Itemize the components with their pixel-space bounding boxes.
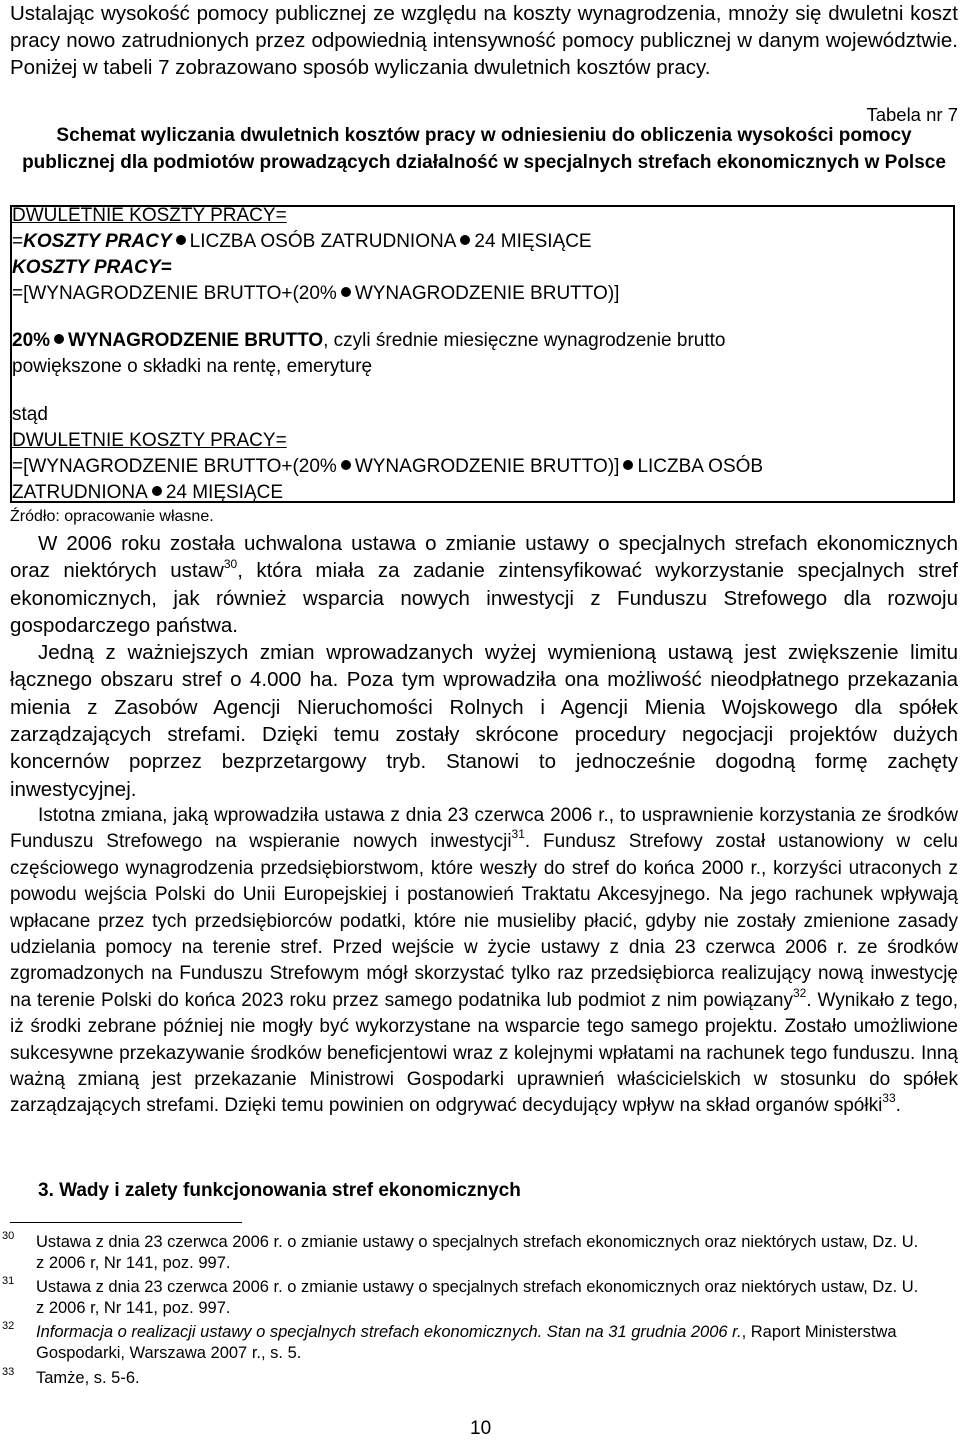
- table-title: Schemat wyliczania dwuletnich kosztów pracy w odniesieniu do obliczenia wysokości pomocy publicznej dla podmiotów prowadzących działalność w specjalnych strefach ekonomicznych w Polsce: [22, 125, 946, 173]
- formula-line-1: DWULETNIE KOSZTY PRACY=: [12, 205, 287, 226]
- bullet-icon: [341, 460, 351, 470]
- footnote-ref[interactable]: 32: [792, 985, 807, 1000]
- bullet-icon: [623, 460, 633, 470]
- footnote-30: 30 Ustawa z dnia 23 czerwca 2006 r. o zmianie ustawy o specjalnych strefach ekonomicznych oraz niektórych ustaw, Dz. U. z 2006 r, Nr 141, poz. 997.: [2, 1230, 919, 1272]
- table-number: Tabela nr 7: [866, 104, 958, 125]
- paragraph-3: Istotna zmiana, jaką wprowadziła ustawa z dnia 23 czerwca 2006 r., to usprawnienie korzystania ze środków Funduszu Strefowego na wspieranie nowych inwestycji$^{31}$. Fundusz Strefowy został ustanowiony w celu częściowego wynagrodzenia przedsiębiorstwom, które weszły do stref do końca 2000 r., korzyści utraconych z powodu wejścia Polski do Unii Europejskiej i postanowień Traktatu Akcesyjnego. Na jego rachunek wpływają wpłacane przez tych przedsiębiorców podatki, które nie musieliby płacić, gdyby nie zostały zmienione zasady udzielania pomocy na terenie stref. Przed wejście w życie ustawy z dnia 23 czerwca 2006 r. ze środków zgromadzonych na Funduszu Strefowym mógł skorzystać tylko raz przedsiębiorca realizujący nową inwestycję na terenie Polski do końca 2023 roku przez samego podatnika lub podmiot z nim powiązany$^{32}$. Wynikało z tego, iż środki zebrane później nie mogły być wykorzystane na wsparcie tego samego projektu. Zostało umożliwione sukcesywne przekazywanie środków beneficjentowi wraz z kolejnymi wpłatami na rachunek tego funduszu. Inną ważną zmianą jest przekazanie Ministrowi Gospodarki uprawnień właścicielskich w stosunku do spółek zarządzających strefami. Dzięki temu powinien on odgrywać decydujący wpływ na skład organów spółki$^{33}$.: [10, 804, 958, 1117]
- bullet-icon: [460, 235, 470, 245]
- paragraph-2: Jedną z ważniejszych zmian wprowadzanych wyżej wymienioną ustawą jest zwiększenie limitu łącznego obszaru stref o 4.000 ha. Poza tym wprowadziła ona możliwość nieodpłatnego przekazania mienia z Zasobów Agencji Nieruchomości Rolnych i Agencji Mienia Wojskowego dla spółek zarządzających strefami. Dzięki temu zostały skrócone procedury negocjacji projektów dużych koncernów poprzez bezprzetargowy tryb. Stanowi to jednocześnie dogodną formę zachęty inwestycyjnej.: [10, 641, 958, 801]
- bullet-icon: [54, 334, 64, 344]
- formula-line-4: =[WYNAGRODZENIE BRUTTO+(20% WYNAGRODZENIE BRUTTO)]: [12, 283, 620, 304]
- bullet-icon: [341, 287, 351, 297]
- paragraph-1: W 2006 roku została uchwalona ustawa o zmianie ustawy o specjalnych strefach ekonomicznych oraz niektórych ustaw$^{30}$, która miała za zadanie zintensyfikować wykorzystanie specjalnych stref ekonomicznych, jak również wsparcia nowych inwestycji z Funduszu Strefowego dla rozwoju gospodarczego państwa.: [10, 532, 958, 637]
- bullet-icon: [152, 486, 162, 496]
- footnote-ref[interactable]: 33: [882, 1091, 896, 1106]
- footnote-separator: [10, 1222, 242, 1223]
- formula-line-2: =KOSZTY PRACY LICZBA OSÓB ZATRUDNIONA 24 MIĘSIĄCE: [12, 231, 592, 252]
- formula-line-10: ZATRUDNIONA 24 MIĘSIĄCE: [12, 482, 284, 503]
- formula-line-7: stąd: [12, 404, 48, 425]
- formula-line-8: DWULETNIE KOSZTY PRACY=: [12, 430, 287, 451]
- formula-line-9: =[WYNAGRODZENIE BRUTTO+(20% WYNAGRODZENIE BRUTTO)] LICZBA OSÓB: [12, 456, 764, 477]
- section-heading: 3. Wady i zalety funkcjonowania stref ekonomicznych: [38, 1180, 521, 1201]
- footnote-ref[interactable]: 30: [223, 557, 238, 572]
- formula-line-6: powiększone o składki na rentę, emeryturę: [12, 356, 373, 377]
- page-number: 10: [470, 1418, 492, 1439]
- formula-line-5: 20% WYNAGRODZENIE BRUTTO, czyli średnie miesięczne wynagrodzenie brutto: [12, 330, 726, 351]
- table-source: Źródło: opracowanie własne.: [10, 508, 214, 525]
- footnote-31: 31 Ustawa z dnia 23 czerwca 2006 r. o zmianie ustawy o specjalnych strefach ekonomicznych oraz niektórych ustaw, Dz. U. z 2006 r, Nr 141, poz. 997.: [2, 1275, 919, 1317]
- footnote-ref[interactable]: 31: [511, 827, 525, 842]
- footnote-32: 32 Informacja o realizacji ustawy o specjalnych strefach ekonomicznych. Stan na 31 grudnia 2006 r., Raport Ministerstwa Gospodarki, Warszawa 2007 r., s. 5.: [2, 1320, 897, 1362]
- formula-line-3: KOSZTY PRACY=: [12, 257, 172, 278]
- body-text: [10, 530, 958, 1120]
- footnote-33: 33 Tamże, s. 5-6.: [2, 1366, 140, 1387]
- intro-paragraph: Ustalając wysokość pomocy publicznej ze względu na koszty wynagrodzenia, mnoży się dwuletni koszt pracy nowo zatrudnionych przez odpowiednią intensywność pomocy publicznej w danym województwie. Poniżej w tabeli 7 zobrazowano sposób wyliczania dwuletnich kosztów pracy.: [10, 2, 958, 79]
- bullet-icon: [176, 235, 186, 245]
